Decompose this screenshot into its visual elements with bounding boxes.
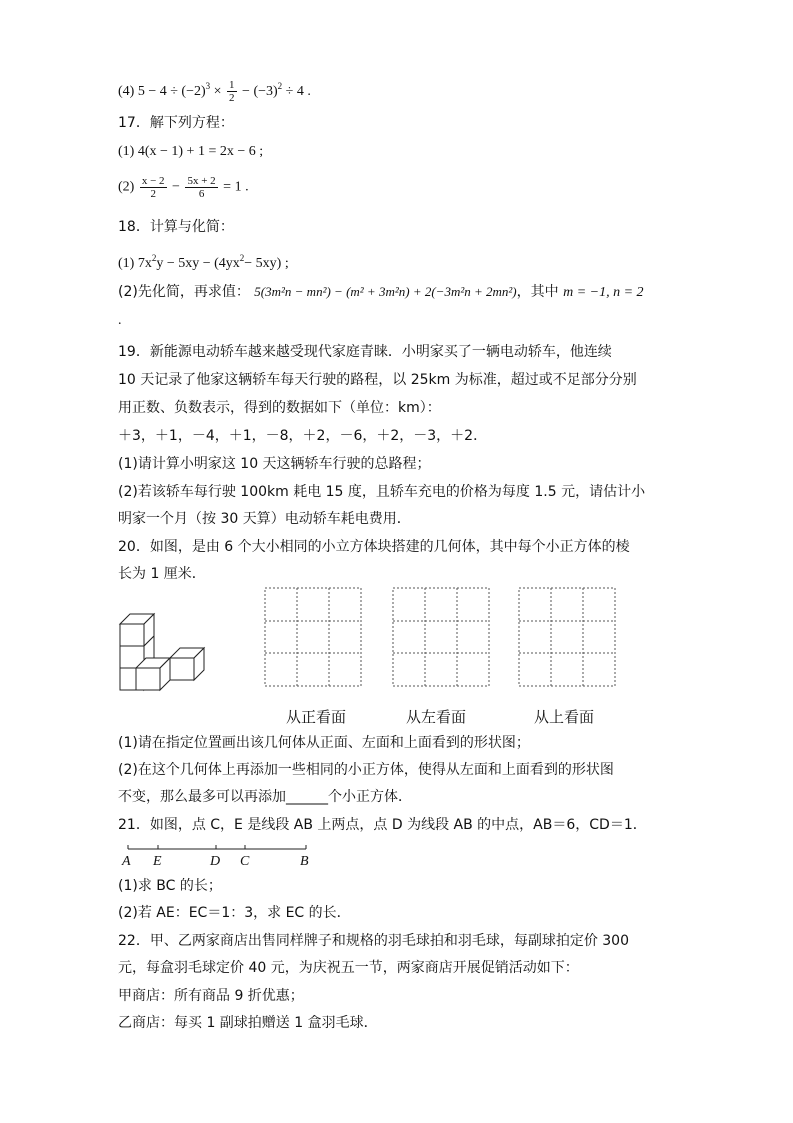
q19-line2: 10 天记录了他家这辆轿车每天行驶的路程，以 25km 为标准，超过或不足部分分别 (118, 372, 637, 388)
q22-line1: 22．甲、乙两家商店出售同样牌子和规格的羽毛球拍和羽毛球，每副球拍定价 300 (118, 933, 629, 949)
caption-front-view: 从正看面 (286, 708, 347, 726)
q19-part2-line1: (2)若该轿车每行驶 100km 耗电 15 度，且轿车充电的价格为每度 1.5 元，请估计小 (118, 484, 646, 500)
fraction: $\frac{1}{2}$ (229, 79, 235, 105)
q20-part1: (1)请在指定位置画出该几何体从正面、左面和上面看到的形状图； (118, 735, 530, 751)
point-a-label: A (122, 854, 131, 869)
q19-line1: 19．新能源电动轿车越来越受现代家庭青睐．小明家买了一辆电动轿车，他连续 (118, 344, 612, 360)
segment-ab-diagram (118, 840, 318, 870)
q18-title: 18．计算与化简： (118, 219, 234, 235)
q16-part4: (4) $5 - 4 \div (-2)^3$ × $\frac{1}{2}$ − $(-3)^2 \div 4$ . (118, 79, 311, 105)
q22-line2: 元，每盒羽毛球定价 40 元，为庆祝五一节，两家商店开展促销活动如下： (118, 960, 579, 976)
point-b-label: B (300, 854, 309, 869)
q21-part1: (1)求 BC 的长； (118, 878, 222, 894)
q21-part2: (2)若 AE：EC＝1：3，求 EC 的长． (118, 905, 351, 921)
q19-line3: 用正数、负数表示，得到的数据如下（单位：km）： (118, 400, 441, 416)
point-c-label: C (240, 854, 250, 869)
point-e-label: E (153, 854, 162, 869)
q18-part1: (1) $7x^2y - 5xy - (4yx^2- 5xy)$ ; (118, 253, 289, 271)
q20-line1: 20．如图，是由 6 个大小相同的小立方体块搭建的几何体，其中每个小正方体的棱 (118, 539, 630, 555)
point-d-label: D (210, 854, 221, 869)
q20-part2-line2: 不变，那么最多可以再添加______个小正方体． (118, 789, 412, 805)
q17-part2: (2) $\frac{x - 2}{2}$ − $\frac{5x + 2}{6}$ = 1 . (118, 175, 249, 200)
q17-part1: (1) 4(x − 1) + 1 = 2x − 6 ; (118, 144, 264, 159)
q18-dot: . (118, 313, 122, 328)
q19-data: ＋3，＋1，－4，＋1，－8，＋2，－6，＋2，－3，＋2． (118, 428, 488, 444)
caption-top-view: 从上看面 (534, 708, 595, 726)
q20-part2-line1: (2)在这个几何体上再添加一些相同的小正方体，使得从左面和上面看到的形状图 (118, 762, 614, 778)
q17-title: 17．解下列方程： (118, 115, 234, 131)
cube-solid-drawing (110, 584, 670, 724)
q16-part4-label: (4) (118, 84, 135, 99)
q22-line3: 甲商店：所有商品 9 折优惠； (118, 988, 304, 1004)
q19-part2-line2: 明家一个月（按 30 天算）电动轿车耗电费用． (118, 511, 411, 527)
q19-part1: (1)请计算小明家这 10 天这辆轿车行驶的总路程； (118, 456, 431, 472)
caption-left-view: 从左看面 (406, 708, 467, 726)
q22-line4: 乙商店：每买 1 副球拍赠送 1 盒羽毛球． (118, 1015, 378, 1031)
q18-part2: (2)先化简，再求值： 5(3m²n − mn²) − (m² + 3m²n) + 2(−3m²n + 2mn²)，其中 m = −1, n = 2 (118, 284, 644, 300)
q20-line2: 长为 1 厘米． (118, 566, 206, 582)
q20-figure (110, 584, 670, 724)
q21-line1: 21．如图，点 C，E 是线段 AB 上两点，点 D 为线段 AB 的中点，AB＝6，CD＝1． (118, 817, 647, 833)
